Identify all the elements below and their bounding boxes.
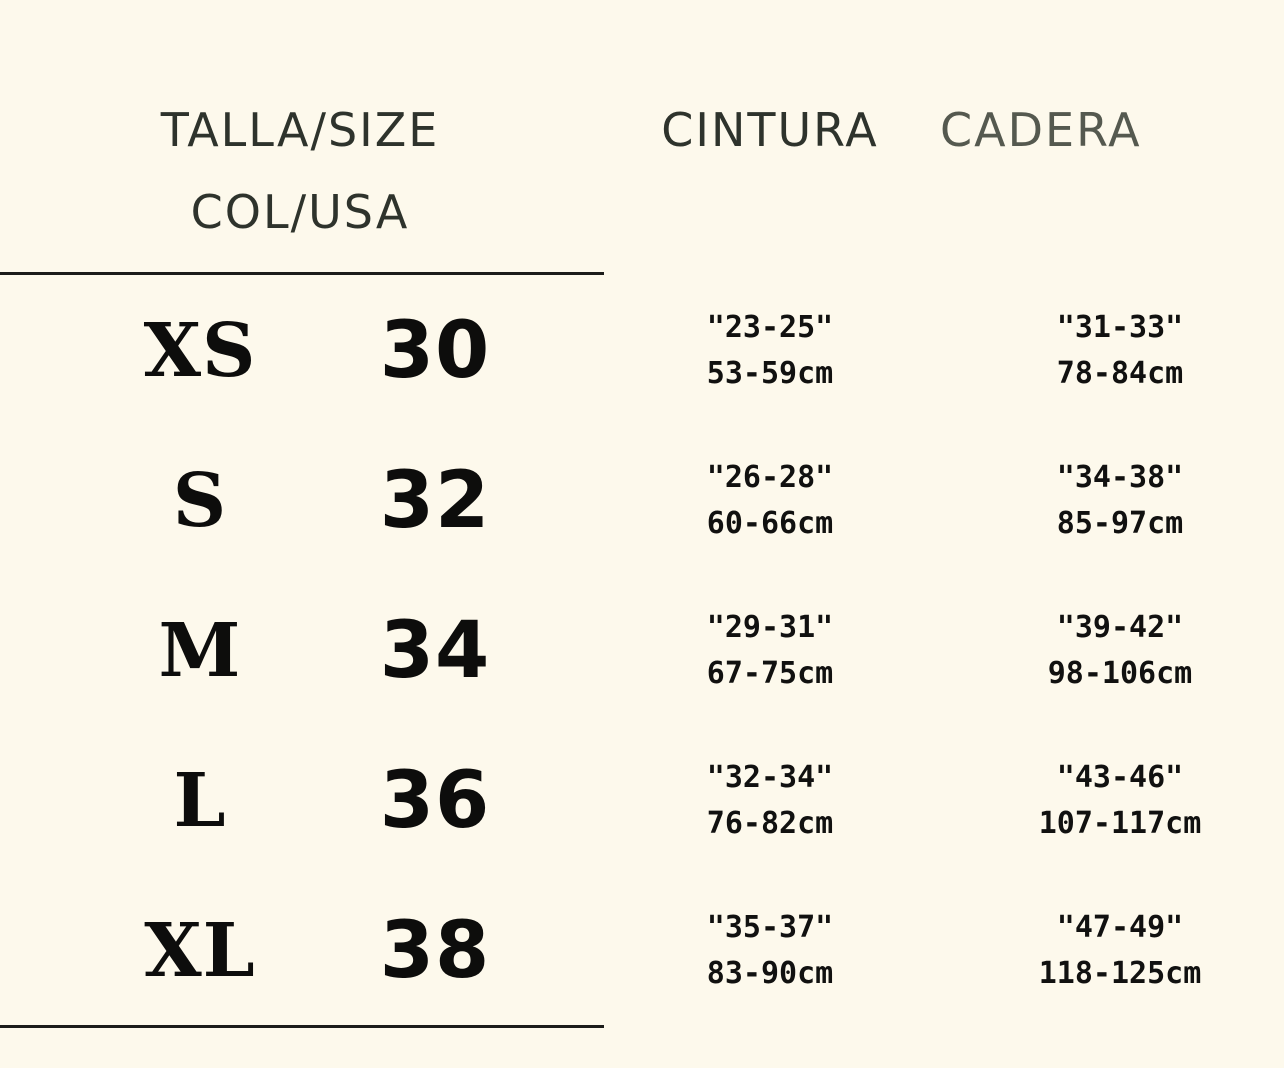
cell-waist-cm: 60-66cm — [706, 506, 834, 541]
table-header — [0, 88, 1284, 258]
cell-waist — [600, 576, 940, 726]
cell-waist-cm: 67-75cm — [706, 656, 834, 691]
cell-hip-inches: "31-33" — [1056, 310, 1184, 345]
cell-size-number: 38 — [379, 906, 491, 996]
cell-size-number: 34 — [379, 606, 491, 696]
cell-size-letter: S — [172, 458, 228, 544]
table-row — [0, 426, 1284, 576]
cell-waist-cm: 83-90cm — [706, 956, 834, 991]
cell-size-letter: XS — [143, 308, 257, 394]
cell-hip-cm: 78-84cm — [1056, 356, 1184, 391]
cell-waist-cm: 76-82cm — [706, 806, 834, 841]
cell-waist — [600, 426, 940, 576]
column-header-size-line2: COL/USA — [190, 185, 410, 239]
cell-waist-inches: "32-34" — [706, 760, 834, 795]
column-header-size — [0, 88, 600, 252]
cell-hip-cm: 107-117cm — [1038, 806, 1202, 841]
cell-size-number: 36 — [379, 756, 491, 846]
cell-hip — [940, 276, 1284, 426]
cell-hip-inches: "47-49" — [1056, 910, 1184, 945]
table-row — [0, 876, 1284, 1026]
table-row — [0, 576, 1284, 726]
divider-bottom — [0, 1025, 604, 1028]
column-header-hip: CADERA — [940, 103, 1142, 157]
table-row — [0, 726, 1284, 876]
cell-waist-inches: "29-31" — [706, 610, 834, 645]
cell-hip — [940, 576, 1284, 726]
cell-size-number: 30 — [379, 306, 491, 396]
cell-hip-inches: "43-46" — [1056, 760, 1184, 795]
cell-size-number: 32 — [379, 456, 491, 546]
cell-waist-cm: 53-59cm — [706, 356, 834, 391]
cell-hip-cm: 85-97cm — [1056, 506, 1184, 541]
column-header-size-line1: TALLA/SIZE — [160, 103, 440, 157]
cell-hip — [940, 726, 1284, 876]
cell-hip-cm: 98-106cm — [1047, 656, 1193, 691]
cell-waist-inches: "35-37" — [706, 910, 834, 945]
table-row — [0, 276, 1284, 426]
table-body — [0, 276, 1284, 1026]
cell-waist-inches: "26-28" — [706, 460, 834, 495]
cell-size-letter: XL — [144, 908, 256, 994]
divider-top — [0, 272, 604, 275]
cell-hip-inches: "39-42" — [1056, 610, 1184, 645]
cell-hip — [940, 876, 1284, 1026]
cell-hip-inches: "34-38" — [1056, 460, 1184, 495]
column-header-waist: CINTURA — [661, 103, 879, 157]
cell-waist — [600, 276, 940, 426]
cell-hip — [940, 426, 1284, 576]
cell-waist — [600, 726, 940, 876]
cell-size-letter: L — [173, 758, 227, 844]
cell-waist-inches: "23-25" — [706, 310, 834, 345]
cell-hip-cm: 118-125cm — [1038, 956, 1202, 991]
cell-size-letter: M — [158, 608, 242, 694]
cell-waist — [600, 876, 940, 1026]
